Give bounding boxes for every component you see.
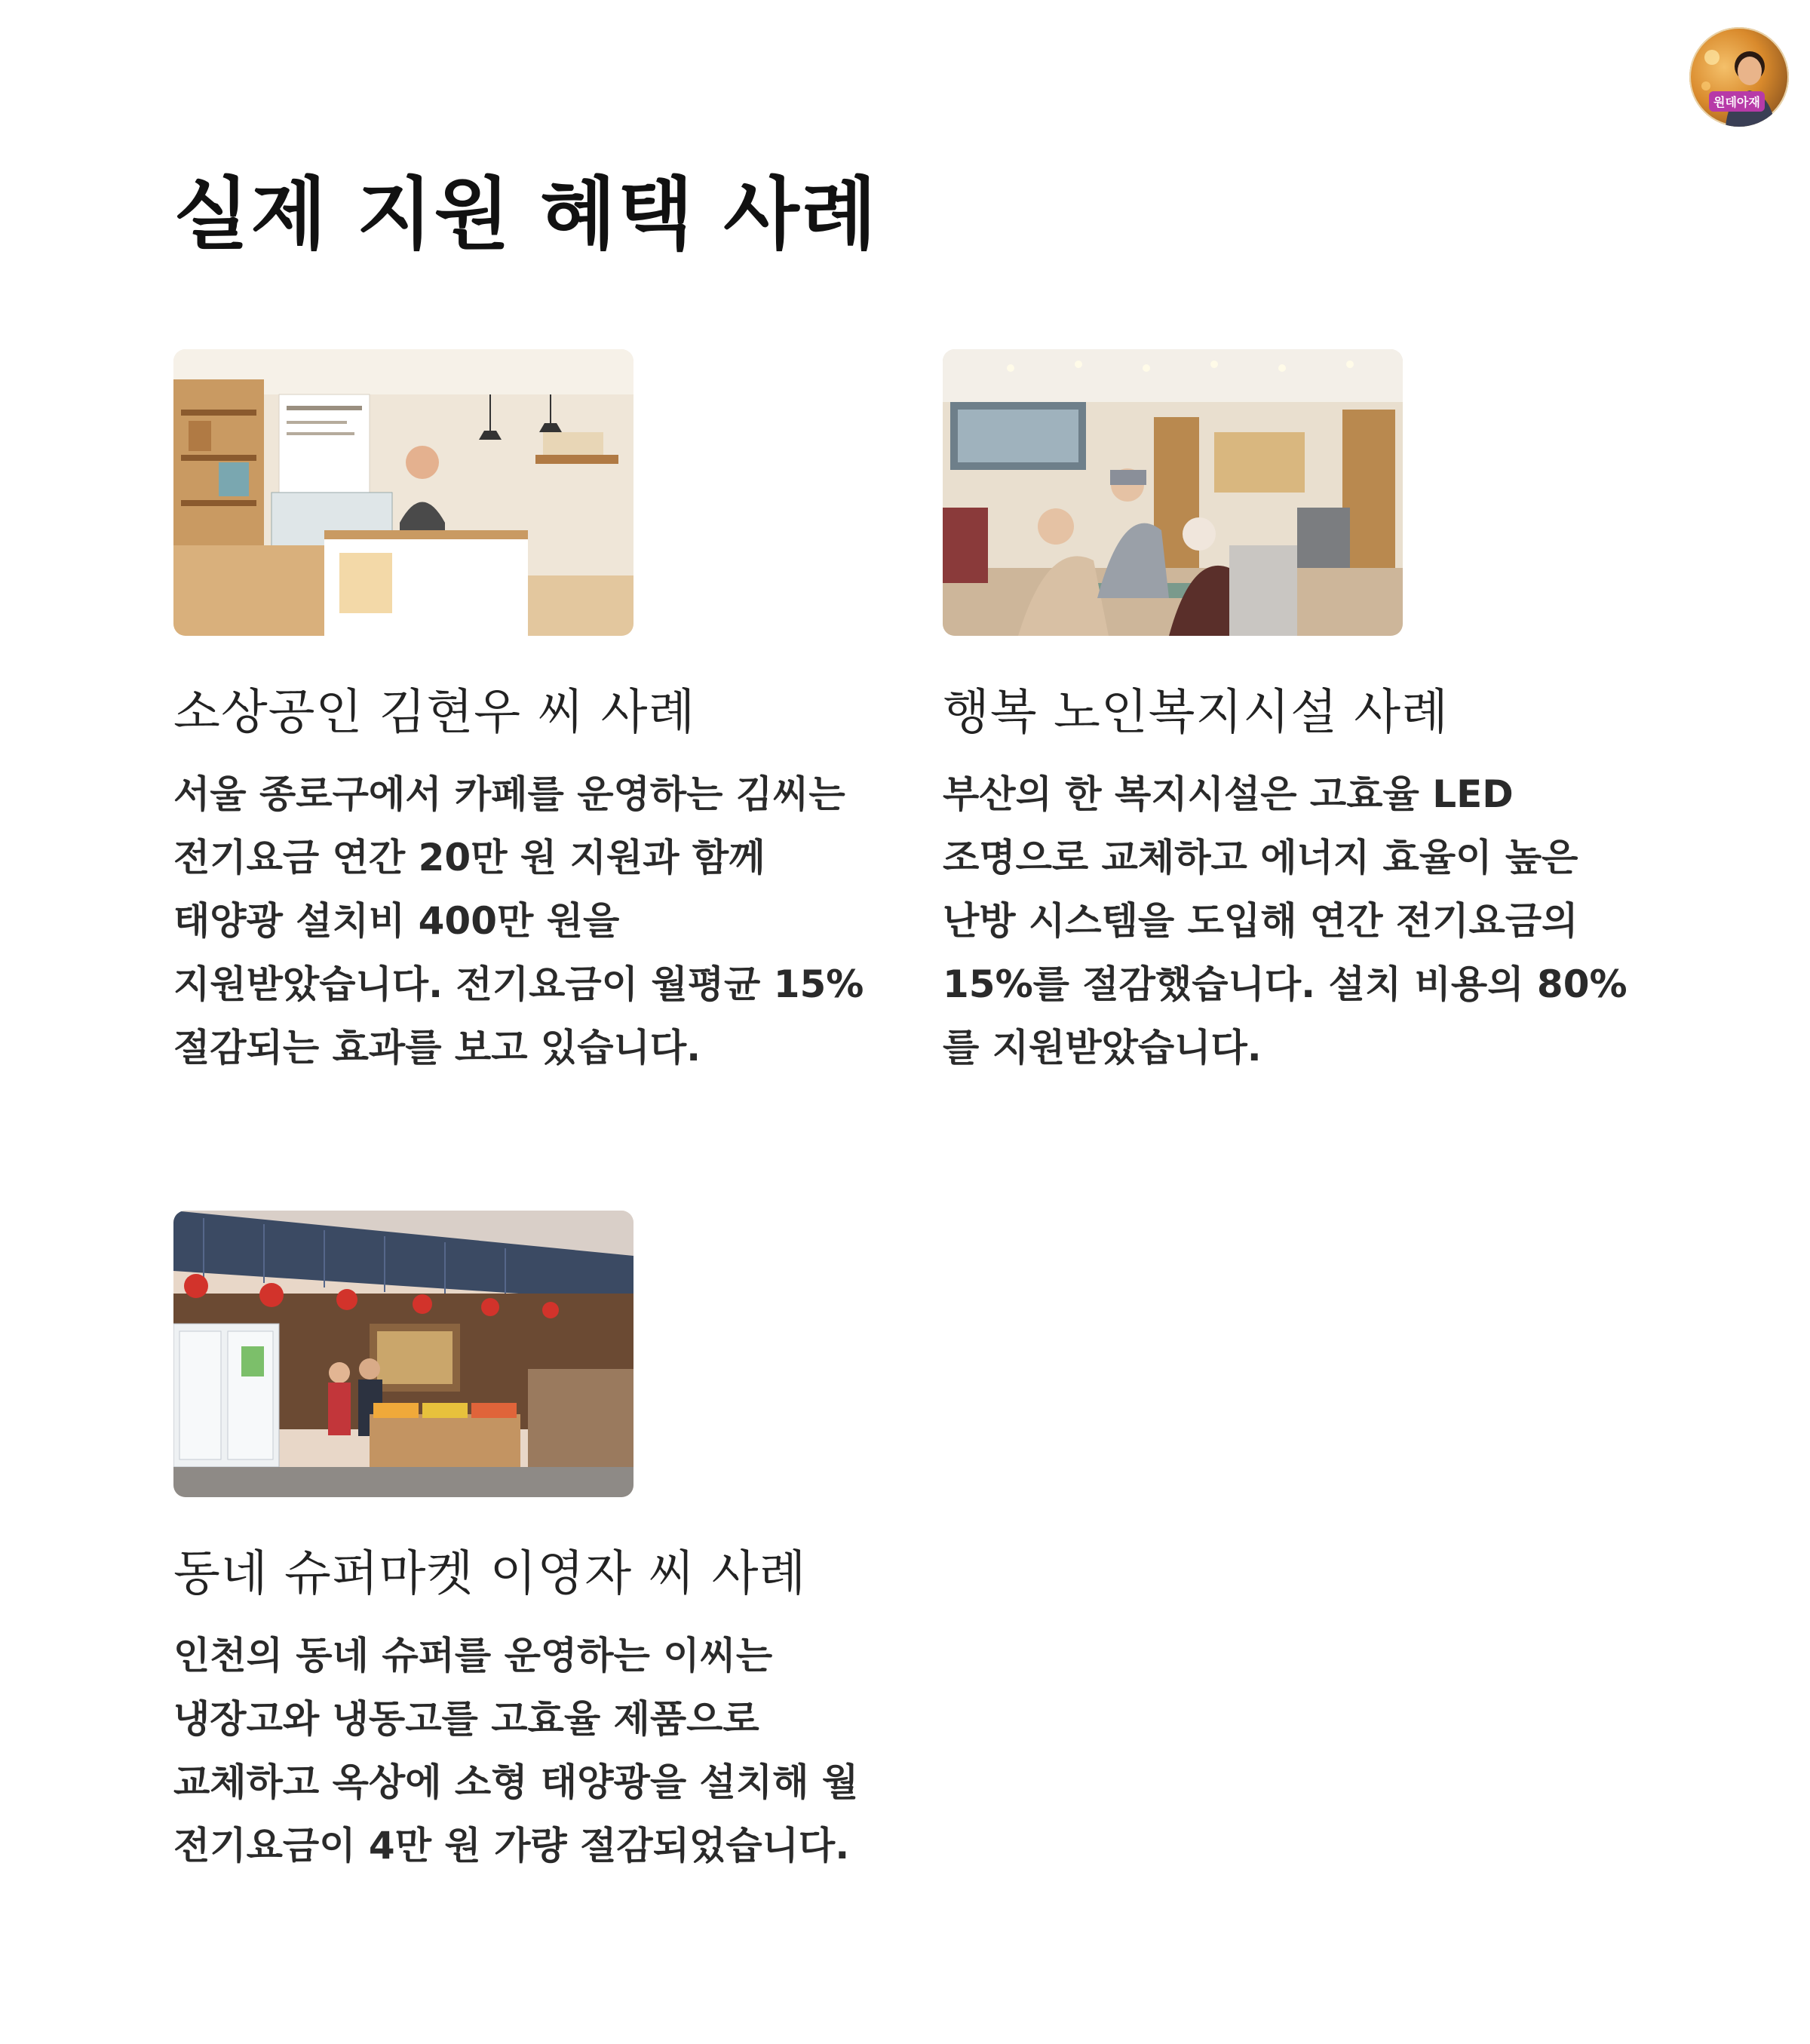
page-title: 실제 지원 혜택 사례 bbox=[173, 168, 879, 260]
person-silhouette-icon bbox=[1689, 27, 1789, 127]
case-description: 인천의 동네 슈퍼를 운영하는 이씨는 냉장고와 냉동고를 고효율 제품으로 교체하고 옥상에 소형 태양광을 설치해 월 전기요금이 4만 원 가량 절감되었습니다. bbox=[173, 1634, 859, 1868]
case-description: 서울 종로구에서 카페를 운영하는 김씨는 전기요금 연간 20만 원 지원과 함께 태양광 설치비 400만 원을 지원받았습니다. 전기요금이 월평균 15% 절감되는 효과를 보고 있습니다. bbox=[173, 772, 864, 1070]
senior-welfare-center-photo-icon bbox=[943, 349, 1403, 636]
case-description: 부산의 한 복지시설은 고효율 LED 조명으로 교체하고 에너지 효율이 높은 난방 시스템을 도입해 연간 전기요금의 15%를 절감했습니다. 설치 비용의 80%를 지원받았습니다. bbox=[943, 772, 1627, 1070]
case-card-cafe bbox=[173, 349, 882, 1079]
case-card-welfare-center bbox=[943, 349, 1652, 1079]
presenter-avatar-icon bbox=[1689, 27, 1789, 127]
neighborhood-supermarket-photo-icon bbox=[173, 1211, 634, 1497]
case-title: 소상공인 김현우 씨 사례 bbox=[173, 685, 696, 741]
avatar-badge: 원데아재 bbox=[1709, 91, 1765, 112]
case-card-supermarket bbox=[173, 1211, 882, 1877]
case-title: 동네 슈퍼마켓 이영자 씨 사례 bbox=[173, 1546, 807, 1602]
cafe-photo-icon bbox=[173, 349, 634, 636]
case-title: 행복 노인복지시설 사례 bbox=[943, 685, 1449, 741]
